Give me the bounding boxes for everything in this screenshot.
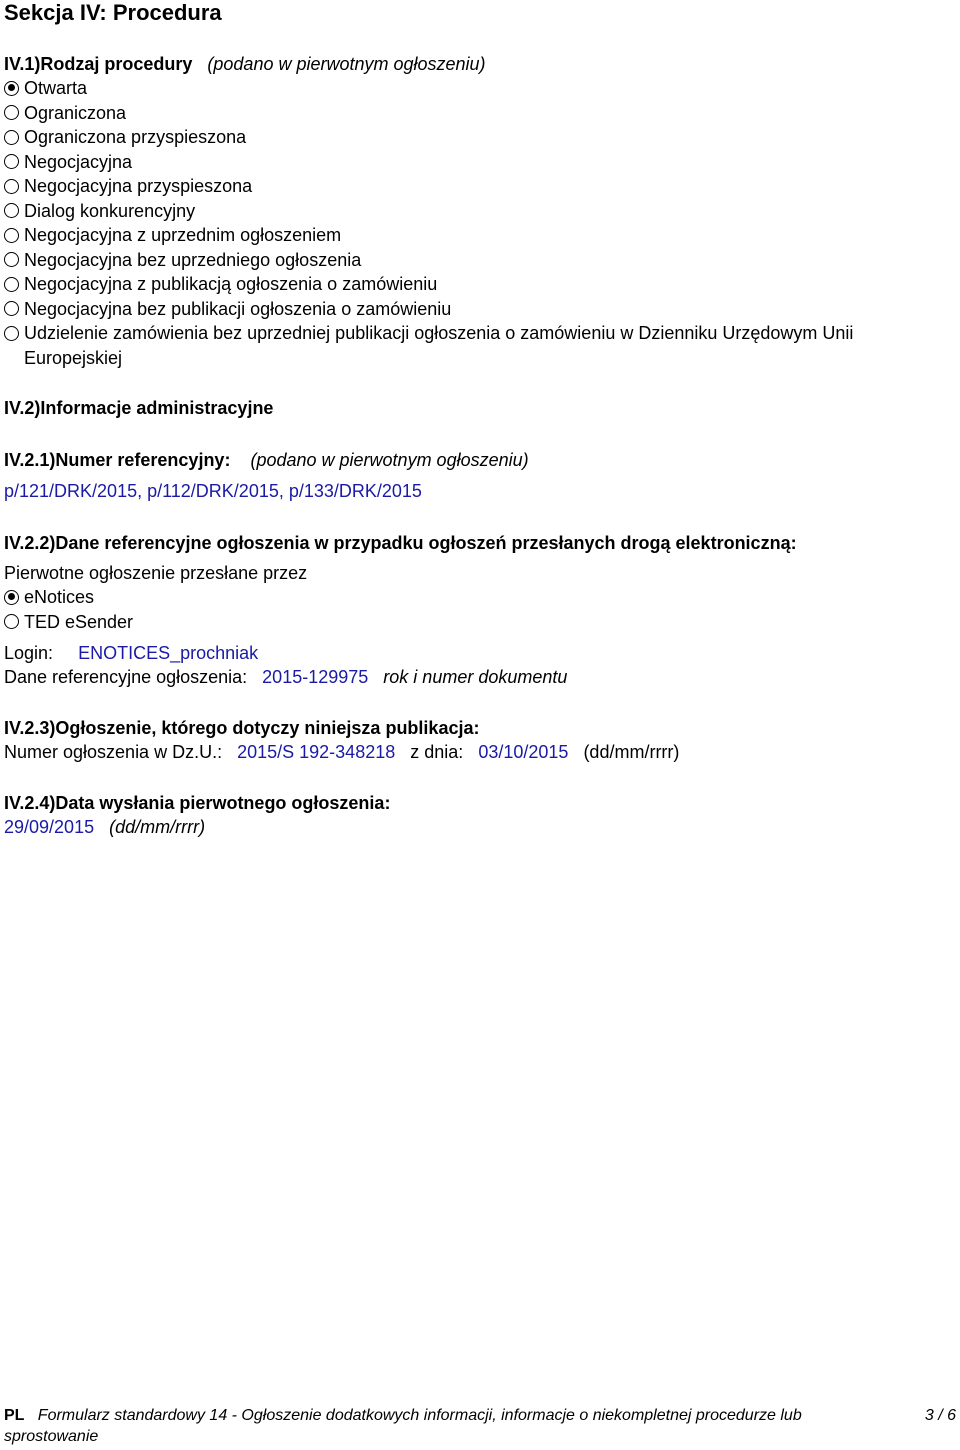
ref-data-label: Dane referencyjne ogłoszenia: — [4, 667, 248, 687]
procedure-type-option-label: Negocjacyjna — [24, 151, 133, 172]
footer-form-text: Formularz standardowy 14 - Ogłoszenie dodatkowych informacji, informacje o niekompletnej procedurze lub — [37, 1407, 802, 1424]
reference-number-value: p/121/DRK/2015, p/112/DRK/2015, p/133/DRK/2015 — [4, 481, 422, 501]
sent-by-option — [4, 610, 954, 635]
radio-empty-icon — [4, 105, 19, 120]
radio-empty-icon — [4, 228, 19, 243]
ref-data-value: 2015-129975 — [262, 667, 369, 687]
procedure-type-heading — [4, 52, 954, 76]
login-row — [4, 641, 954, 665]
procedure-type-option — [4, 223, 954, 248]
original-sent-date-value: 29/09/2015 — [4, 817, 95, 837]
procedure-type-option — [4, 248, 954, 273]
reference-number-note: (podano w pierwotnym ogłoszeniu) — [250, 450, 529, 470]
procedure-type-option — [4, 199, 954, 224]
section-title: Sekcja IV: Procedura — [4, 0, 222, 25]
procedure-type-option-label: Ograniczona — [24, 102, 127, 123]
publication-date-value: 03/10/2015 — [478, 742, 569, 762]
radio-empty-icon — [4, 277, 19, 292]
page-footer — [4, 1405, 956, 1447]
footer-page-number: 3 / 6 — [924, 1407, 956, 1424]
publication-section — [4, 716, 954, 764]
original-sent-date-format: (dd/mm/rrrr) — [109, 817, 206, 837]
procedure-type-options — [4, 76, 954, 370]
publication-number-label: Numer ogłoszenia w Dz.U.: — [4, 742, 223, 762]
sent-by-option-label: TED eSender — [24, 611, 134, 632]
radio-selected-icon — [4, 590, 19, 605]
procedure-type-option-label: Udzielenie zamówienia bez uprzedniej publikacji ogłoszenia o zamówieniu w Dzienniku Urzędowym Unii Europejskiej — [24, 323, 854, 368]
procedure-type-option-label: Negocjacyjna z publikacją ogłoszenia o zamówieniu — [24, 274, 438, 294]
sent-by-options — [4, 585, 954, 634]
procedure-type-option-label: Dialog konkurencyjny — [24, 200, 196, 221]
procedure-type-option-label: Negocjacyjna z uprzednim ogłoszeniem — [24, 225, 342, 245]
publication-date-format: (dd/mm/rrrr) — [583, 742, 680, 762]
radio-empty-icon — [4, 130, 19, 145]
radio-empty-icon — [4, 326, 19, 341]
radio-empty-icon — [4, 614, 19, 629]
sent-by-option-label: eNotices — [24, 587, 95, 607]
publication-heading: IV.2.3)Ogłoszenie, którego dotyczy niniejsza publikacja: — [4, 718, 480, 738]
reference-number-section — [4, 448, 954, 503]
original-sent-date-section — [4, 791, 954, 839]
login-label: Login: — [4, 643, 54, 663]
procedure-type-option — [4, 321, 954, 370]
radio-empty-icon — [4, 252, 19, 267]
procedure-type-note: (podano w pierwotnym ogłoszeniu) — [207, 54, 486, 74]
procedure-type-option-label: Otwarta — [24, 78, 88, 98]
original-sent-date-row — [4, 815, 954, 839]
procedure-type-option — [4, 125, 954, 150]
procedure-type-option — [4, 174, 954, 199]
radio-empty-icon — [4, 203, 19, 218]
footer-text — [4, 1405, 904, 1447]
procedure-type-title: IV.1)Rodzaj procedury — [4, 54, 193, 74]
reference-number-heading — [4, 448, 954, 472]
sent-by-option — [4, 585, 954, 610]
original-sent-date-heading: IV.2.4)Data wysłania pierwotnego ogłoszenia: — [4, 793, 391, 813]
procedure-type-option — [4, 76, 954, 101]
radio-empty-icon — [4, 179, 19, 194]
reference-number-title: IV.2.1)Numer referencyjny: — [4, 450, 231, 470]
procedure-type-option — [4, 297, 954, 322]
admin-info-section — [4, 396, 954, 420]
ref-data-row — [4, 665, 954, 689]
footer-lang: PL — [4, 1407, 25, 1424]
sent-by-intro: Pierwotne ogłoszenie przesłane przez — [4, 563, 308, 583]
procedure-type-section — [4, 52, 954, 370]
footer-form-text-2: sprostowanie — [4, 1428, 99, 1445]
electronic-reference-section — [4, 531, 954, 689]
publication-number-value: 2015/S 192-348218 — [237, 742, 396, 762]
procedure-type-option-label: Negocjacyjna bez uprzedniego ogłoszenia — [24, 249, 362, 270]
procedure-type-option — [4, 101, 954, 126]
radio-empty-icon — [4, 154, 19, 169]
publication-number-row — [4, 740, 954, 764]
procedure-type-option-label: Ograniczona przyspieszona — [24, 127, 247, 147]
login-value: ENOTICES_prochniak — [78, 643, 259, 663]
radio-empty-icon — [4, 301, 19, 316]
procedure-type-option — [4, 272, 954, 297]
procedure-type-option — [4, 150, 954, 175]
publication-date-label: z dnia: — [410, 742, 464, 762]
procedure-type-option-label: Negocjacyjna przyspieszona — [24, 176, 253, 196]
ref-data-note: rok i numer dokumentu — [383, 667, 568, 687]
radio-selected-icon — [4, 81, 19, 96]
admin-info-heading: IV.2)Informacje administracyjne — [4, 398, 274, 418]
procedure-type-option-label: Negocjacyjna bez publikacji ogłoszenia o zamówieniu — [24, 298, 452, 319]
electronic-reference-heading: IV.2.2)Dane referencyjne ogłoszenia w przypadku ogłoszeń przesłanych drogą elektroniczną: — [4, 533, 797, 553]
